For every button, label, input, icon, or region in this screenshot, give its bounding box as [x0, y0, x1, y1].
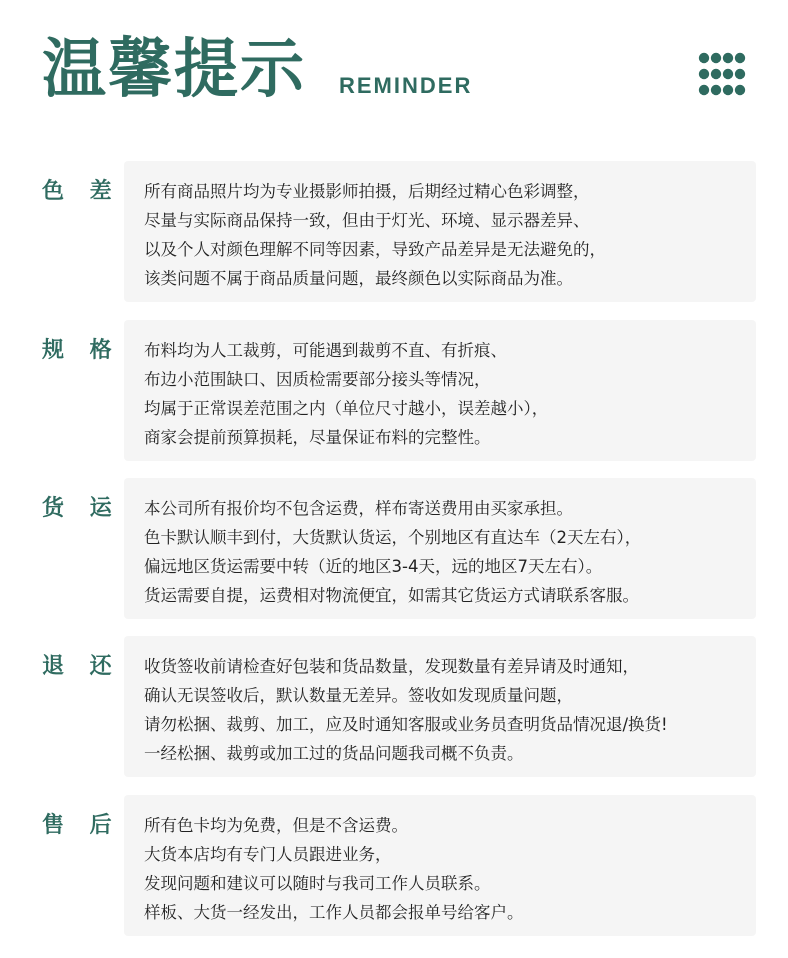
section-label: 货 运 [42, 496, 121, 521]
section-text-box [124, 161, 756, 302]
section-text-line: 布料均为人工裁剪，可能遇到裁剪不直、有折痕、 [144, 341, 507, 360]
header [0, 0, 788, 140]
section-text-line: 均属于正常误差范围之内（单位尺寸越小，误差越小）， [144, 399, 549, 418]
section-text-line: 收货签收前请检查好包装和货品数量，发现数量有差异请及时通知， [144, 657, 639, 676]
section-text-line: 大货本店均有专门人员跟进业务， [144, 845, 392, 864]
section-text-box [124, 795, 756, 936]
section-text-box [124, 478, 756, 619]
dots-grid-icon [698, 52, 746, 98]
page-title: 温馨提示 [42, 33, 306, 107]
section-text-line: 本公司所有报价均不包含运费，样布寄送费用由买家承担。 [144, 499, 573, 518]
section-label: 退 还 [42, 654, 121, 679]
section-text-line: 所有商品照片均为专业摄影师拍摄，后期经过精心色彩调整， [144, 182, 590, 201]
section-text-line: 货运需要自提，运费相对物流便宜，如需其它货运方式请联系客服。 [144, 586, 639, 605]
section-text-line: 色卡默认顺丰到付，大货默认货运，个别地区有直达车（2天左右）， [144, 528, 642, 547]
section-label: 色 差 [42, 179, 121, 204]
section-label: 售 后 [42, 813, 121, 838]
section-text-line: 所有色卡均为免费，但是不含运费。 [144, 816, 408, 835]
section-label: 规 格 [42, 338, 121, 363]
section-text-line: 该类问题不属于商品质量问题，最终颜色以实际商品为准。 [144, 269, 573, 288]
section-text-box [124, 636, 756, 777]
section-text-line: 一经松捆、裁剪或加工过的货品问题我司概不负责。 [144, 744, 524, 763]
section-text-line: 商家会提前预算损耗，尽量保证布料的完整性。 [144, 428, 491, 447]
section-text-line: 布边小范围缺口、因质检需要部分接头等情况， [144, 370, 491, 389]
section-text-line: 确认无误签收后，默认数量无差异。签收如发现质量问题， [144, 686, 573, 705]
page-subtitle: REMINDER [339, 73, 473, 98]
section-text-line: 偏远地区货运需要中转（近的地区3-4天，远的地区7天左右）。 [144, 557, 603, 576]
section-text-line: 尽量与实际商品保持一致，但由于灯光、环境、显示器差异、 [144, 211, 590, 230]
section-text-line: 以及个人对颜色理解不同等因素，导致产品差异是无法避免的， [144, 240, 606, 259]
section-text-line: 请勿松捆、裁剪、加工，应及时通知客服或业务员查明货品情况退/换货! [144, 715, 668, 734]
section-text-box [124, 320, 756, 461]
section-text-line: 样板、大货一经发出，工作人员都会报单号给客户。 [144, 903, 524, 922]
section-text-line: 发现问题和建议可以随时与我司工作人员联系。 [144, 874, 491, 893]
